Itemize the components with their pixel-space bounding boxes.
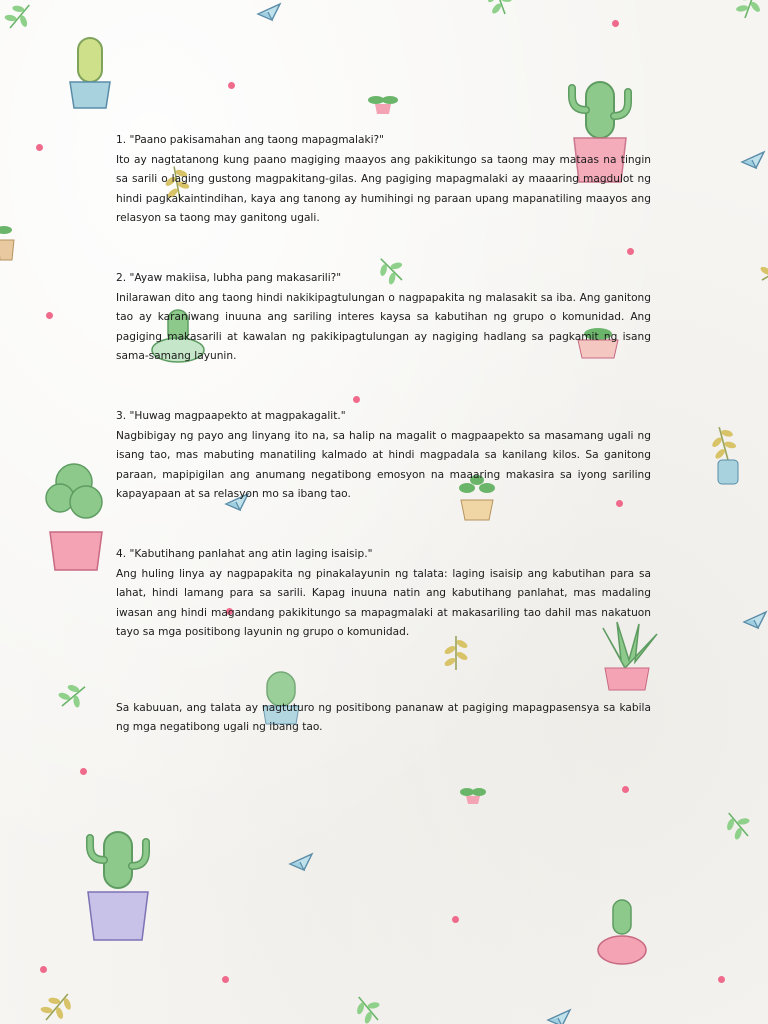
dot-icon (40, 966, 47, 973)
section-heading: 3. "Huwag magpaapekto at magpakagalit." (116, 409, 346, 422)
summary-paragraph: Sa kabuuan, ang talata ay nagtuturo ng positibong pananaw at pagiging mapagpasensya sa kabila ng mga negatibong ugali ng ibang tao. (116, 701, 651, 734)
succulent-icon (368, 96, 398, 114)
dot-icon (718, 976, 725, 983)
dot-icon (228, 82, 235, 89)
section-heading: 1. "Paano pakisamahan ang taong mapagmalaki?" (116, 134, 385, 146)
succulent-icon (707, 424, 740, 484)
paper-plane-icon (744, 612, 766, 628)
section-1 (116, 131, 651, 229)
leaf-sprig-icon (0, 0, 39, 36)
leaf-sprig-icon (36, 986, 77, 1024)
leaf-sprig-icon (733, 0, 767, 22)
leaf-sprig-icon (719, 805, 758, 844)
section-2 (116, 269, 651, 367)
section-3 (116, 407, 651, 505)
leaf-sprig-icon (483, 0, 517, 18)
leaf-sprig-icon (54, 677, 93, 716)
dot-icon (46, 312, 53, 319)
cactus-icon (70, 38, 110, 108)
leaf-sprig-icon (756, 252, 768, 291)
dot-icon (452, 916, 459, 923)
section-heading: 2. "Ayaw makiisa, lubha pang makasarili?" (116, 271, 342, 284)
paper-plane-icon (742, 152, 764, 168)
leaf-sprig-icon (349, 989, 388, 1024)
section-paragraph: Inilarawan dito ang taong hindi nakikipagtulungan o nagpapakita ng malasakit sa iba. Ang ganitong tao ay karaniwang inuuna ang sariling interes kaysa sa kabutihan ng grupo o komunidad. Ang pagiging makasarili at kawalan ng pakikipagtulungan ay nagiging hadlang sa pagkamit ng isang sama-samang layunin. (116, 291, 651, 363)
paper-plane-icon (548, 1010, 570, 1024)
section-paragraph: Ang huling linya ay nagpapakita ng pinakalayunin ng talata: laging isaisip ang kabutihan para sa lahat, hindi lamang para sa sarili. Kapag inuuna natin ang kabutihang panlahat, mas madaling iwasan ang hindi magandang pakikitungo sa mapagmalaki at makasariling tao dahil mas nakatuon tayo sa mga positibong layunin ng grupo o komunidad. (116, 567, 651, 639)
dot-icon (80, 768, 87, 775)
dot-icon (622, 786, 629, 793)
cactus-icon (598, 900, 646, 964)
dot-icon (36, 144, 43, 151)
succulent-icon (0, 226, 14, 260)
paper-plane-icon (290, 854, 312, 870)
dot-icon (612, 20, 619, 27)
dot-icon (222, 976, 229, 983)
paper-plane-icon (258, 4, 280, 20)
cactus-icon (88, 832, 148, 940)
section-4 (116, 545, 651, 643)
section-paragraph: Nagbibigay ng payo ang linyang ito na, sa halip na magalit o magpaapekto sa masamang ugali ng isang tao, mas mabuting manatiling kalmado at hindi magpadala sa kanilang kilos. Sa ganitong paraan, mapipigilan ang anumang negatibong emosyon na maaaring makasira sa iyong sariling kapayapaan at sa relasyon mo sa ibang tao. (116, 429, 651, 501)
section-heading: 4. "Kabutihang panlahat ang atin laging isaisip." (116, 547, 373, 560)
succulent-icon (460, 788, 486, 804)
section-paragraph: Ito ay nagtatanong kung paano magiging maayos ang pakikitungo sa taong may mataas na tingin sa sarili o laging gustong magpakitang-gilas. Ang pagiging mapagmalaki ay maaaring magdulot ng hindi pagkakaintindihan, kaya ang tanong ay humihingi ng paraan upang mapanatiling maayos ang relasyon sa taong may ganitong ugali. (116, 153, 651, 225)
document-body (116, 131, 651, 738)
cactus-icon (46, 464, 102, 570)
